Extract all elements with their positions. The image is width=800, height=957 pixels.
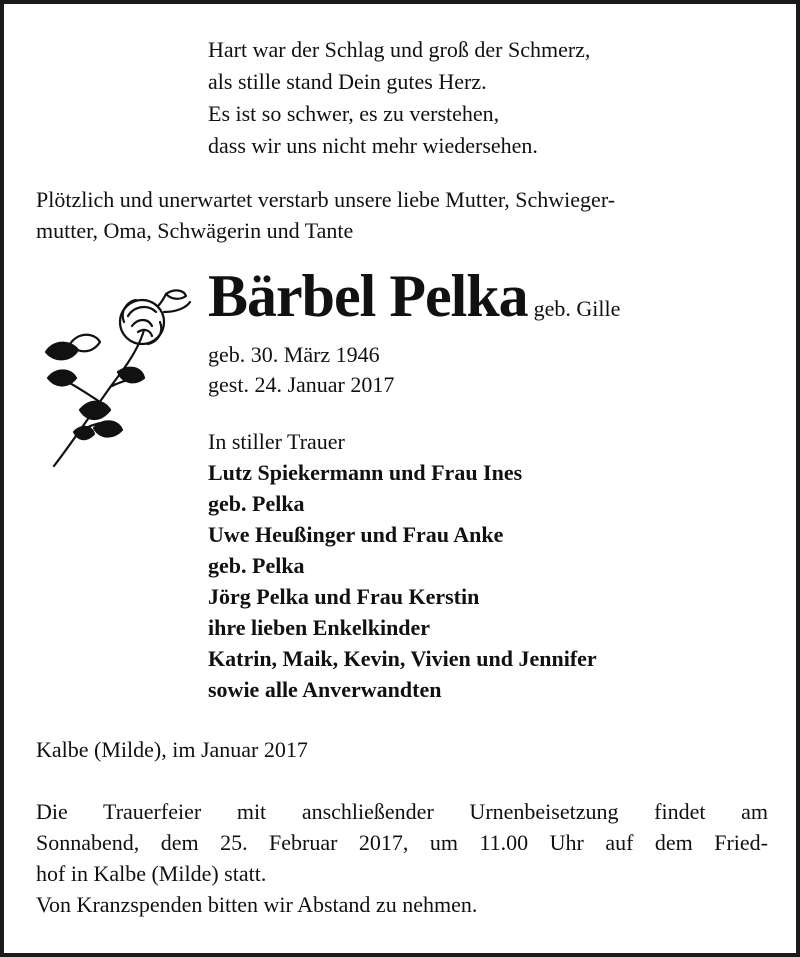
intro-line: Plötzlich und unerwartet verstarb unsere liebe Mutter, Schwieger- bbox=[36, 187, 616, 212]
poem-line: als stille stand Dein gutes Herz. bbox=[208, 69, 487, 94]
place-date: Kalbe (Milde), im Januar 2017 bbox=[36, 737, 308, 762]
mourner-line: sowie alle Anverwandten bbox=[208, 677, 442, 702]
rose-icon bbox=[40, 282, 200, 472]
service-line: hof in Kalbe (Milde) statt. bbox=[36, 861, 267, 886]
service-line: Sonnabend, dem 25. Februar 2017, um 11.00 Uhr auf dem Fried- bbox=[36, 830, 768, 855]
death-date: gest. 24. Januar 2017 bbox=[208, 372, 395, 397]
mourning-lead: In stiller Trauer bbox=[208, 429, 345, 454]
poem-line: Es ist so schwer, es zu verstehen, bbox=[208, 101, 500, 126]
service-line: Von Kranzspenden bitten wir Abstand zu nehmen. bbox=[36, 892, 478, 917]
mourners-block bbox=[208, 426, 597, 705]
deceased-name-line bbox=[208, 262, 620, 331]
intro-line: mutter, Oma, Schwägerin und Tante bbox=[36, 218, 354, 243]
deceased-name: Bärbel Pelka bbox=[208, 263, 528, 329]
life-dates bbox=[208, 340, 394, 400]
poem bbox=[208, 34, 590, 162]
mourner-line: Lutz Spiekermann und Frau Ines bbox=[208, 460, 523, 485]
maiden-name: geb. Gille bbox=[533, 296, 621, 321]
mourner-line: geb. Pelka bbox=[208, 553, 305, 578]
birth-date: geb. 30. März 1946 bbox=[208, 342, 380, 367]
service-info bbox=[36, 796, 768, 920]
mourner-line: geb. Pelka bbox=[208, 491, 305, 516]
poem-line: Hart war der Schlag und groß der Schmerz, bbox=[208, 37, 591, 62]
intro-text bbox=[36, 184, 766, 246]
mourner-line: ihre lieben Enkelkinder bbox=[208, 615, 431, 640]
mourner-line: Katrin, Maik, Kevin, Vivien und Jennifer bbox=[208, 646, 597, 671]
poem-line: dass wir uns nicht mehr wiedersehen. bbox=[208, 133, 538, 158]
mourner-line: Jörg Pelka und Frau Kerstin bbox=[208, 584, 480, 609]
service-line: Die Trauerfeier mit anschließender Urnenbeisetzung findet am bbox=[36, 799, 768, 824]
mourner-line: Uwe Heußinger und Frau Anke bbox=[208, 522, 504, 547]
